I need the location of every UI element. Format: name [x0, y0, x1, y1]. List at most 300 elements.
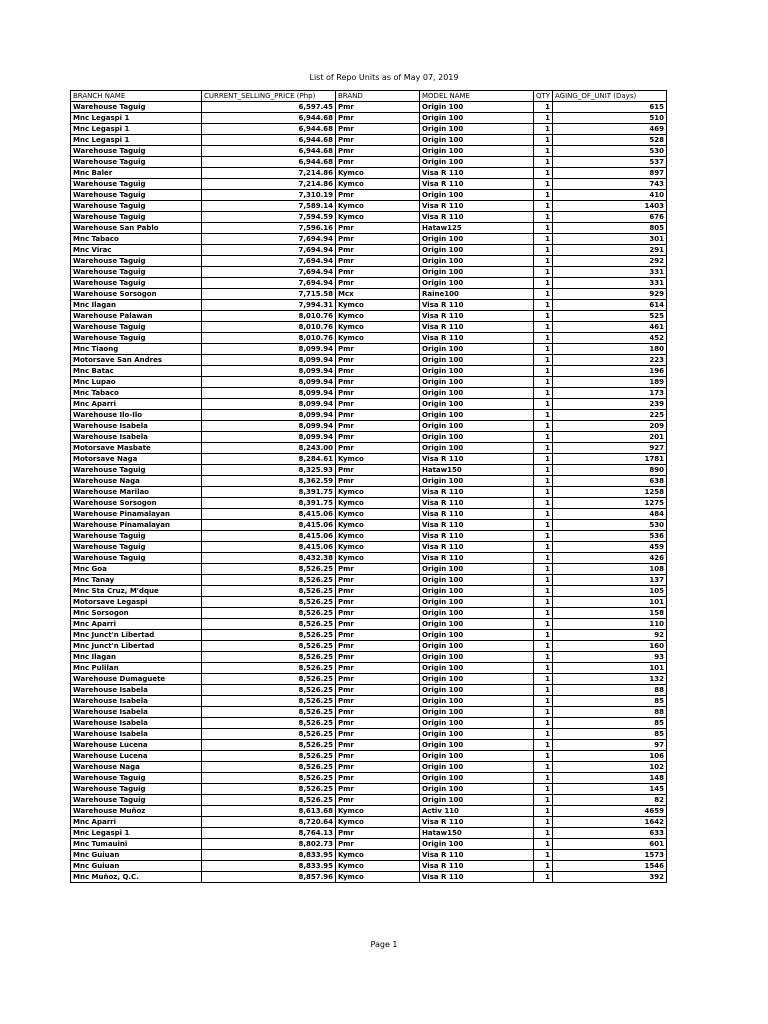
cell-model: Origin 100 [420, 784, 534, 795]
cell-price: 8,526.25 [202, 718, 336, 729]
cell-price: 8,802.73 [202, 839, 336, 850]
cell-branch: Warehouse Taguig [71, 146, 202, 157]
cell-branch: Mnc Aparri [71, 619, 202, 630]
table-row [71, 190, 667, 201]
cell-branch: Mnc Batac [71, 366, 202, 377]
cell-model: Origin 100 [420, 344, 534, 355]
cell-model: Visa R 110 [420, 168, 534, 179]
cell-model: Origin 100 [420, 102, 534, 113]
cell-aging: 537 [553, 157, 667, 168]
cell-aging: 88 [553, 707, 667, 718]
cell-qty: 1 [534, 355, 553, 366]
cell-branch: Warehouse Isabela [71, 432, 202, 443]
table-row [71, 729, 667, 740]
table-row [71, 399, 667, 410]
cell-qty: 1 [534, 179, 553, 190]
cell-price: 6,944.68 [202, 124, 336, 135]
table-row [71, 795, 667, 806]
cell-qty: 1 [534, 597, 553, 608]
col-header-branch: BRANCH NAME [71, 91, 202, 102]
cell-branch: Warehouse Taguig [71, 531, 202, 542]
table-row [71, 861, 667, 872]
cell-aging: 426 [553, 553, 667, 564]
cell-brand: Pmr [336, 465, 420, 476]
table-row [71, 146, 667, 157]
cell-aging: 105 [553, 586, 667, 597]
cell-aging: 614 [553, 300, 667, 311]
cell-branch: Warehouse Pinamalayan [71, 520, 202, 531]
table-row [71, 454, 667, 465]
cell-brand: Kymco [336, 498, 420, 509]
cell-brand: Kymco [336, 553, 420, 564]
cell-aging: 1781 [553, 454, 667, 465]
cell-qty: 1 [534, 410, 553, 421]
cell-branch: Warehouse Isabela [71, 718, 202, 729]
cell-qty: 1 [534, 762, 553, 773]
cell-aging: 1403 [553, 201, 667, 212]
cell-aging: 223 [553, 355, 667, 366]
cell-branch: Warehouse Taguig [71, 784, 202, 795]
cell-price: 8,362.59 [202, 476, 336, 487]
cell-model: Origin 100 [420, 641, 534, 652]
cell-brand: Kymco [336, 850, 420, 861]
cell-model: Visa R 110 [420, 509, 534, 520]
cell-model: Origin 100 [420, 564, 534, 575]
cell-aging: 528 [553, 135, 667, 146]
cell-model: Visa R 110 [420, 201, 534, 212]
cell-branch: Warehouse Taguig [71, 465, 202, 476]
cell-brand: Pmr [336, 344, 420, 355]
table-row [71, 839, 667, 850]
cell-price: 8,526.25 [202, 685, 336, 696]
table-row [71, 443, 667, 454]
table-row [71, 509, 667, 520]
cell-price: 8,415.06 [202, 531, 336, 542]
cell-model: Origin 100 [420, 443, 534, 454]
cell-brand: Pmr [336, 597, 420, 608]
cell-price: 8,526.25 [202, 740, 336, 751]
cell-qty: 1 [534, 740, 553, 751]
cell-aging: 897 [553, 168, 667, 179]
cell-model: Hataw150 [420, 465, 534, 476]
cell-model: Origin 100 [420, 751, 534, 762]
cell-brand: Pmr [336, 410, 420, 421]
cell-aging: 85 [553, 696, 667, 707]
table-row [71, 432, 667, 443]
cell-brand: Kymco [336, 520, 420, 531]
cell-aging: 469 [553, 124, 667, 135]
cell-price: 8,243.00 [202, 443, 336, 454]
cell-qty: 1 [534, 817, 553, 828]
cell-price: 8,526.25 [202, 795, 336, 806]
cell-qty: 1 [534, 135, 553, 146]
cell-aging: 536 [553, 531, 667, 542]
table-row [71, 465, 667, 476]
cell-price: 8,099.94 [202, 388, 336, 399]
cell-price: 8,415.06 [202, 509, 336, 520]
cell-branch: Warehouse Taguig [71, 773, 202, 784]
cell-model: Visa R 110 [420, 322, 534, 333]
cell-branch: Mnc Ilagan [71, 300, 202, 311]
cell-price: 8,099.94 [202, 355, 336, 366]
cell-branch: Mnc Virac [71, 245, 202, 256]
cell-qty: 1 [534, 575, 553, 586]
cell-brand: Pmr [336, 146, 420, 157]
cell-price: 8,526.25 [202, 729, 336, 740]
cell-price: 7,214.86 [202, 168, 336, 179]
cell-brand: Kymco [336, 333, 420, 344]
cell-brand: Pmr [336, 575, 420, 586]
cell-model: Origin 100 [420, 377, 534, 388]
page-number: Page 1 [370, 940, 398, 949]
cell-qty: 1 [534, 641, 553, 652]
cell-aging: 530 [553, 520, 667, 531]
cell-branch: Warehouse Taguig [71, 278, 202, 289]
table-row [71, 410, 667, 421]
cell-branch: Mnc Sta Cruz, M'dque [71, 586, 202, 597]
table-row [71, 597, 667, 608]
cell-branch: Mnc Tumauini [71, 839, 202, 850]
table-row [71, 157, 667, 168]
table-row [71, 674, 667, 685]
cell-brand: Kymco [336, 509, 420, 520]
cell-qty: 1 [534, 674, 553, 685]
cell-brand: Pmr [336, 740, 420, 751]
cell-price: 8,099.94 [202, 377, 336, 388]
cell-brand: Pmr [336, 608, 420, 619]
cell-branch: Warehouse Taguig [71, 179, 202, 190]
cell-brand: Pmr [336, 795, 420, 806]
cell-price: 8,526.25 [202, 597, 336, 608]
cell-model: Visa R 110 [420, 454, 534, 465]
cell-branch: Warehouse Taguig [71, 102, 202, 113]
cell-price: 7,310.19 [202, 190, 336, 201]
cell-price: 8,526.25 [202, 564, 336, 575]
cell-branch: Warehouse Lucena [71, 751, 202, 762]
cell-branch: Warehouse Isabela [71, 421, 202, 432]
cell-brand: Pmr [336, 135, 420, 146]
cell-brand: Pmr [336, 630, 420, 641]
cell-model: Origin 100 [420, 113, 534, 124]
table-row [71, 872, 667, 883]
cell-qty: 1 [534, 256, 553, 267]
cell-model: Origin 100 [420, 773, 534, 784]
table-row [71, 135, 667, 146]
table-row [71, 212, 667, 223]
cell-branch: Motorsave Naga [71, 454, 202, 465]
cell-qty: 1 [534, 696, 553, 707]
table-row [71, 267, 667, 278]
cell-qty: 1 [534, 586, 553, 597]
cell-brand: Pmr [336, 707, 420, 718]
cell-brand: Kymco [336, 311, 420, 322]
cell-qty: 1 [534, 201, 553, 212]
cell-aging: 108 [553, 564, 667, 575]
cell-aging: 331 [553, 278, 667, 289]
table-row [71, 531, 667, 542]
cell-aging: 137 [553, 575, 667, 586]
cell-brand: Pmr [336, 619, 420, 630]
cell-model: Origin 100 [420, 278, 534, 289]
table-row [71, 586, 667, 597]
cell-price: 8,099.94 [202, 399, 336, 410]
cell-price: 7,594.59 [202, 212, 336, 223]
cell-aging: 1546 [553, 861, 667, 872]
table-row [71, 575, 667, 586]
cell-brand: Pmr [336, 355, 420, 366]
cell-branch: Mnc Tabaco [71, 388, 202, 399]
cell-qty: 1 [534, 839, 553, 850]
cell-model: Origin 100 [420, 652, 534, 663]
cell-model: Origin 100 [420, 740, 534, 751]
table-body [71, 102, 667, 883]
cell-branch: Warehouse Taguig [71, 256, 202, 267]
cell-model: Origin 100 [420, 410, 534, 421]
cell-model: Origin 100 [420, 135, 534, 146]
cell-aging: 410 [553, 190, 667, 201]
table-row [71, 168, 667, 179]
cell-qty: 1 [534, 850, 553, 861]
cell-price: 6,944.68 [202, 135, 336, 146]
cell-aging: 615 [553, 102, 667, 113]
cell-price: 8,526.25 [202, 751, 336, 762]
cell-price: 7,694.94 [202, 234, 336, 245]
table-row [71, 355, 667, 366]
cell-aging: 1573 [553, 850, 667, 861]
cell-model: Origin 100 [420, 597, 534, 608]
table-row [71, 366, 667, 377]
cell-branch: Mnc Tiaong [71, 344, 202, 355]
cell-aging: 82 [553, 795, 667, 806]
table-row [71, 520, 667, 531]
cell-qty: 1 [534, 322, 553, 333]
cell-qty: 1 [534, 553, 553, 564]
table-row [71, 850, 667, 861]
table-row [71, 740, 667, 751]
cell-model: Origin 100 [420, 685, 534, 696]
cell-aging: 530 [553, 146, 667, 157]
table-row [71, 652, 667, 663]
cell-brand: Pmr [336, 663, 420, 674]
table-row [71, 113, 667, 124]
cell-brand: Pmr [336, 421, 420, 432]
cell-branch: Mnc Ilagan [71, 652, 202, 663]
cell-model: Origin 100 [420, 157, 534, 168]
cell-qty: 1 [534, 234, 553, 245]
table-row [71, 498, 667, 509]
cell-aging: 132 [553, 674, 667, 685]
cell-qty: 1 [534, 619, 553, 630]
cell-price: 7,694.94 [202, 278, 336, 289]
cell-model: Origin 100 [420, 245, 534, 256]
cell-price: 8,526.25 [202, 696, 336, 707]
cell-qty: 1 [534, 300, 553, 311]
cell-brand: Pmr [336, 256, 420, 267]
cell-model: Origin 100 [420, 630, 534, 641]
cell-model: Origin 100 [420, 190, 534, 201]
cell-aging: 85 [553, 729, 667, 740]
table-row [71, 322, 667, 333]
cell-price: 8,526.25 [202, 619, 336, 630]
cell-branch: Mnc Junct'n Libertad [71, 630, 202, 641]
cell-branch: Warehouse Taguig [71, 542, 202, 553]
table-row [71, 542, 667, 553]
cell-branch: Warehouse Isabela [71, 696, 202, 707]
cell-model: Visa R 110 [420, 487, 534, 498]
cell-aging: 331 [553, 267, 667, 278]
cell-price: 8,099.94 [202, 410, 336, 421]
cell-model: Visa R 110 [420, 179, 534, 190]
cell-aging: 239 [553, 399, 667, 410]
cell-price: 8,415.06 [202, 520, 336, 531]
cell-price: 8,526.25 [202, 608, 336, 619]
cell-model: Origin 100 [420, 762, 534, 773]
cell-price: 8,526.25 [202, 707, 336, 718]
cell-model: Visa R 110 [420, 300, 534, 311]
cell-brand: Pmr [336, 432, 420, 443]
cell-qty: 1 [534, 564, 553, 575]
cell-brand: Kymco [336, 817, 420, 828]
cell-aging: 85 [553, 718, 667, 729]
cell-price: 7,694.94 [202, 256, 336, 267]
cell-branch: Mnc Junct'n Libertad [71, 641, 202, 652]
table-row [71, 223, 667, 234]
cell-brand: Kymco [336, 201, 420, 212]
cell-branch: Warehouse Dumaguete [71, 674, 202, 685]
cell-branch: Warehouse Taguig [71, 553, 202, 564]
cell-aging: 743 [553, 179, 667, 190]
cell-aging: 97 [553, 740, 667, 751]
cell-aging: 225 [553, 410, 667, 421]
table-row [71, 377, 667, 388]
cell-model: Origin 100 [420, 355, 534, 366]
col-header-qty: QTY [534, 91, 553, 102]
col-header-aging: AGING_OF_UNIT (Days) [553, 91, 667, 102]
cell-model: Origin 100 [420, 476, 534, 487]
cell-brand: Pmr [336, 190, 420, 201]
cell-qty: 1 [534, 267, 553, 278]
cell-branch: Warehouse Isabela [71, 729, 202, 740]
cell-brand: Pmr [336, 102, 420, 113]
document-title: List of Repo Units as of May 07, 2019 [309, 73, 459, 82]
cell-brand: Pmr [336, 839, 420, 850]
cell-qty: 1 [534, 729, 553, 740]
cell-qty: 1 [534, 399, 553, 410]
cell-brand: Pmr [336, 366, 420, 377]
table-row [71, 179, 667, 190]
cell-model: Origin 100 [420, 421, 534, 432]
table-row [71, 762, 667, 773]
cell-branch: Warehouse Lucena [71, 740, 202, 751]
cell-model: Visa R 110 [420, 850, 534, 861]
cell-model: Visa R 110 [420, 531, 534, 542]
cell-price: 8,010.76 [202, 311, 336, 322]
cell-branch: Mnc Legaspi 1 [71, 113, 202, 124]
cell-model: Visa R 110 [420, 817, 534, 828]
cell-price: 6,597.45 [202, 102, 336, 113]
cell-qty: 1 [534, 707, 553, 718]
cell-model: Visa R 110 [420, 498, 534, 509]
cell-branch: Mnc Tabaco [71, 234, 202, 245]
cell-branch: Warehouse Taguig [71, 212, 202, 223]
cell-branch: Warehouse Naga [71, 762, 202, 773]
cell-brand: Kymco [336, 487, 420, 498]
col-header-brand: BRAND [336, 91, 420, 102]
cell-price: 8,526.25 [202, 762, 336, 773]
cell-price: 8,099.94 [202, 366, 336, 377]
cell-model: Origin 100 [420, 256, 534, 267]
cell-model: Hataw125 [420, 223, 534, 234]
table-row [71, 641, 667, 652]
cell-brand: Pmr [336, 564, 420, 575]
cell-qty: 1 [534, 465, 553, 476]
cell-branch: Motorsave Legaspi [71, 597, 202, 608]
cell-aging: 209 [553, 421, 667, 432]
cell-branch: Warehouse San Pablo [71, 223, 202, 234]
cell-qty: 1 [534, 608, 553, 619]
cell-branch: Mnc Sorsogon [71, 608, 202, 619]
cell-aging: 301 [553, 234, 667, 245]
cell-qty: 1 [534, 212, 553, 223]
cell-branch: Warehouse Taguig [71, 267, 202, 278]
table-row [71, 124, 667, 135]
cell-model: Hataw150 [420, 828, 534, 839]
cell-aging: 291 [553, 245, 667, 256]
cell-brand: Pmr [336, 762, 420, 773]
cell-aging: 148 [553, 773, 667, 784]
cell-price: 8,391.75 [202, 498, 336, 509]
table-row [71, 751, 667, 762]
cell-brand: Pmr [336, 784, 420, 795]
cell-price: 8,526.25 [202, 586, 336, 597]
cell-model: Origin 100 [420, 608, 534, 619]
cell-price: 8,764.13 [202, 828, 336, 839]
cell-qty: 1 [534, 773, 553, 784]
cell-qty: 1 [534, 146, 553, 157]
cell-model: Origin 100 [420, 399, 534, 410]
cell-qty: 1 [534, 476, 553, 487]
cell-brand: Pmr [336, 124, 420, 135]
table-row [71, 696, 667, 707]
cell-model: Visa R 110 [420, 861, 534, 872]
cell-qty: 1 [534, 806, 553, 817]
cell-aging: 890 [553, 465, 667, 476]
cell-branch: Warehouse Taguig [71, 333, 202, 344]
cell-branch: Warehouse Naga [71, 476, 202, 487]
cell-qty: 1 [534, 168, 553, 179]
cell-model: Origin 100 [420, 674, 534, 685]
cell-branch: Mnc Aparri [71, 817, 202, 828]
cell-aging: 110 [553, 619, 667, 630]
cell-price: 8,325.93 [202, 465, 336, 476]
cell-qty: 1 [534, 663, 553, 674]
cell-qty: 1 [534, 333, 553, 344]
cell-aging: 189 [553, 377, 667, 388]
table-row [71, 234, 667, 245]
cell-aging: 102 [553, 762, 667, 773]
cell-qty: 1 [534, 421, 553, 432]
table-row [71, 289, 667, 300]
table-row [71, 102, 667, 113]
table-row [71, 773, 667, 784]
cell-aging: 106 [553, 751, 667, 762]
cell-branch: Motorsave San Andres [71, 355, 202, 366]
cell-price: 8,526.25 [202, 630, 336, 641]
cell-model: Visa R 110 [420, 872, 534, 883]
cell-brand: Pmr [336, 586, 420, 597]
table-row [71, 333, 667, 344]
cell-brand: Kymco [336, 542, 420, 553]
